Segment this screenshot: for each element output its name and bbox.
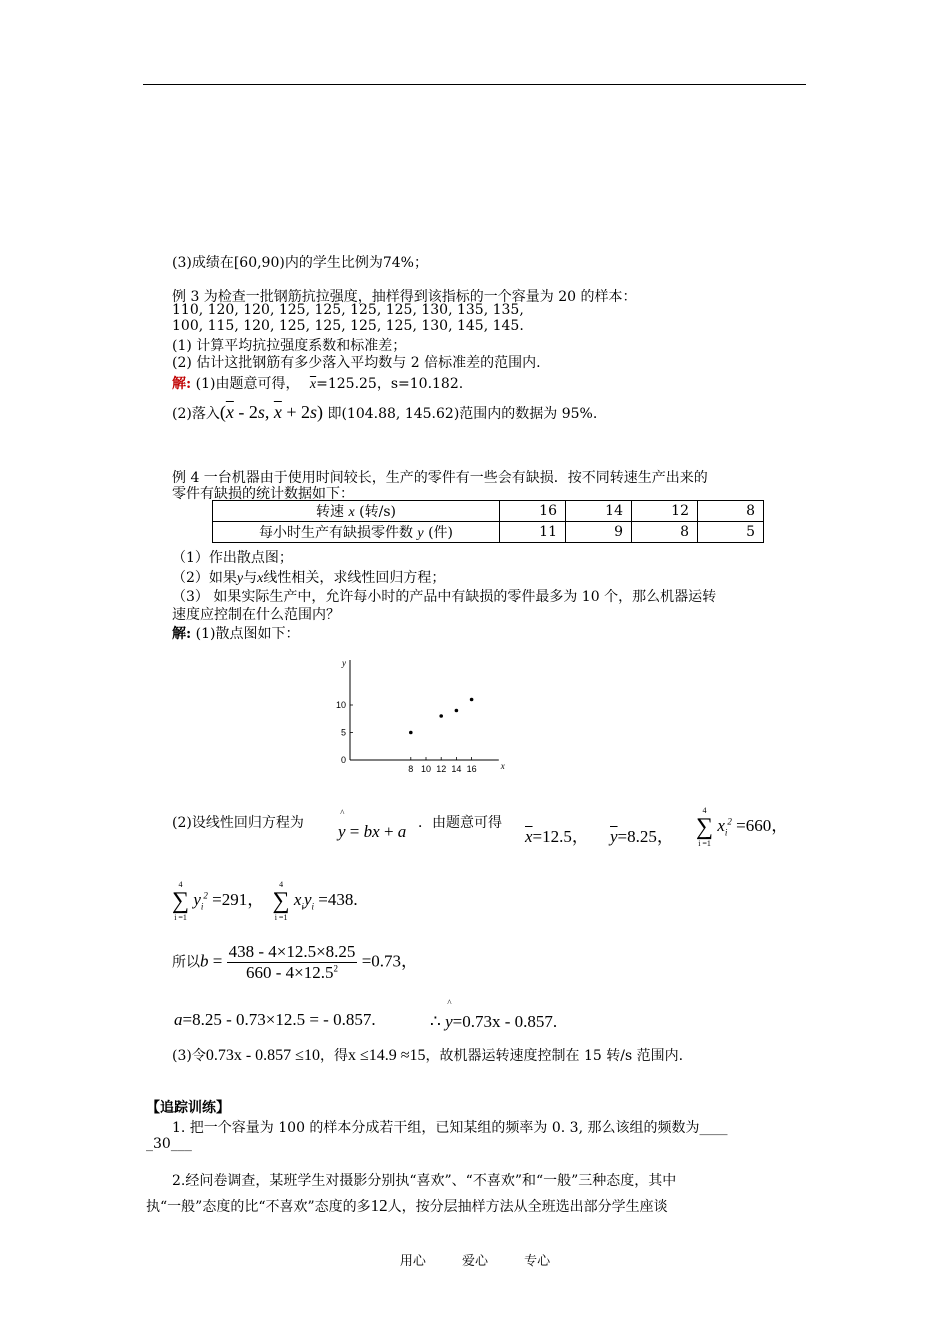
- row-label-speed: 转速 x (转/s): [213, 501, 500, 522]
- x-axis-label: x: [500, 761, 505, 771]
- b-formula: 所以b = $\frac{438 - 4\times 12.5\times 8.25}{660 - 4\times 12.5^2}$ =0.73，: [172, 942, 419, 982]
- example-3-solution-1: [172, 373, 463, 393]
- y-tick-label: 0: [340, 755, 346, 765]
- table-cell: 11: [500, 522, 566, 543]
- y-tick-label: 10: [335, 700, 346, 710]
- solution-2-suffix: 即(104.88, 145.62)范围内的数据为 95%.: [323, 406, 598, 422]
- footer-text: 专心: [524, 1254, 551, 1269]
- solution-label: 解:: [172, 626, 192, 642]
- practice-question-1: 1. 把一个容量为 100 的样本分成若干组，已知某组的频率为 0. 3, 那么该组的频数为____: [172, 1120, 728, 1136]
- a-formula: a=8.25 - 0.73×12.5 = - 0.857.: [174, 1010, 376, 1029]
- solution-2-prefix: (2)落入: [172, 406, 220, 422]
- example-4-question-3a: （3） 如果实际生产中，允许每小时的产品中有缺损的零件最多为 10 个，那么机器运转: [172, 589, 717, 605]
- x-tick-label: 16: [466, 764, 477, 774]
- mean-value: =125.25，s=10.182.: [316, 376, 464, 392]
- example-4-question-1: （1）作出散点图；: [172, 550, 293, 566]
- row-label-defects: 每小时生产有缺损零件数 y (件): [213, 522, 500, 543]
- example-3-data-1: 110, 120, 120, 125, 125, 125, 125, 130, 135, 135,: [172, 302, 524, 318]
- y-bar-value: $\overline{y}=8.25$，: [610, 827, 674, 846]
- x-bar-symbol: $\overline{x}$: [309, 377, 317, 392]
- practice-question-2a: 2.经问卷调查，某班学生对摄影分别执“喜欢”、“不喜欢”和“一般”三种态度，其中: [172, 1173, 677, 1189]
- example-3-data-2: 100, 115, 120, 125, 125, 125, 125, 130, 145, 145.: [172, 318, 524, 334]
- footer-text: 用心: [399, 1254, 426, 1269]
- example-3-question-1: (1) 计算平均抗拉强度系数和标准差；: [172, 338, 407, 354]
- solution-2-mid: ．由题意可得: [418, 815, 502, 831]
- example-4-question-3b: 速度应控制在什么范围内？: [172, 607, 340, 623]
- y-tick-label: 5: [340, 727, 346, 738]
- regression-result: ∴ y ^ =0.73x - 0.857.: [430, 998, 558, 1031]
- example-4-title-1: 例 4 一台机器由于使用时间较长，生产的零件有一些会有缺损．按不同转速生产出来的: [172, 470, 708, 486]
- example-4-solution-3: (3)令0.73x - 0.857 ≤10，得x ≤14.9 ≈15，故机器运转速度控制在 15 转/s 范围内.: [172, 1047, 684, 1064]
- x-tick-label: 8: [408, 764, 414, 774]
- example-4-title-2: 零件有缺损的统计数据如下：: [172, 486, 354, 502]
- x-tick-label: 10: [420, 764, 432, 774]
- sum-x-squared: 4 ∑ i =1 $x_i^2 =660$，: [696, 806, 789, 848]
- x-bar-value: $\overline{x}=12.5$，: [525, 827, 589, 846]
- example-3-question-2: (2) 估计这批钢筋有多少落入平均数与 2 倍标准差的范围内.: [172, 355, 541, 371]
- data-point: [455, 709, 459, 713]
- example-3-title: 例 3 为检查一批钢筋抗拉强度，抽样得到该指标的一个容量为 20 的样本：: [172, 289, 637, 305]
- table-row: [213, 501, 764, 522]
- data-point: [470, 698, 474, 702]
- sum-y-squared: 4 ∑ i =1 $y_i^2 =291$， 4 ∑ i =1 $x_iy_i =438$.: [172, 880, 358, 922]
- example-3-solution-2: [172, 402, 597, 423]
- y-axis-label: y: [342, 658, 346, 668]
- table-cell: 14: [566, 501, 632, 522]
- regression-form: y ^ = bx + a: [338, 808, 407, 841]
- header-rule: [143, 84, 806, 85]
- line-3-ratio: (3)成绩在[60,90)内的学生比例为74%；: [172, 255, 428, 271]
- scatter-plot: [330, 650, 540, 780]
- x-tick-label: 12: [436, 764, 447, 774]
- data-table: [212, 500, 764, 543]
- practice-heading: 【追踪训练】: [146, 1100, 230, 1116]
- table-cell: 16: [500, 501, 566, 522]
- data-point: [439, 714, 443, 718]
- table-cell: 8: [632, 522, 698, 543]
- page-footer: [0, 1250, 950, 1269]
- x-tick-label: 14: [451, 764, 462, 774]
- data-point: [409, 731, 413, 735]
- practice-answer-1: _30___: [146, 1136, 192, 1152]
- practice-question-2b: 执“一般”态度的比“不喜欢”态度的多12人，按分层抽样方法从全班选出部分学生座谈: [146, 1196, 668, 1215]
- example-4-solution-2: (2)设线性回归方程为: [172, 815, 304, 831]
- example-4-solution-1: 解: (1)散点图如下：: [172, 626, 300, 642]
- table-cell: 8: [698, 501, 764, 522]
- table-cell: 9: [566, 522, 632, 543]
- table-cell: 12: [632, 501, 698, 522]
- interval-formula: ($\overline{x} - 2s$, $\overline{x} + 2s$): [219, 402, 324, 422]
- solution-text: (1)由题意可得，: [191, 376, 300, 392]
- example-4-question-2: （2）如果y与x线性相关，求线性回归方程；: [172, 570, 446, 586]
- table-cell: 5: [698, 522, 764, 543]
- table-row: [213, 522, 764, 543]
- solution-label: 解:: [172, 376, 192, 392]
- footer-text: 爱心: [461, 1254, 488, 1269]
